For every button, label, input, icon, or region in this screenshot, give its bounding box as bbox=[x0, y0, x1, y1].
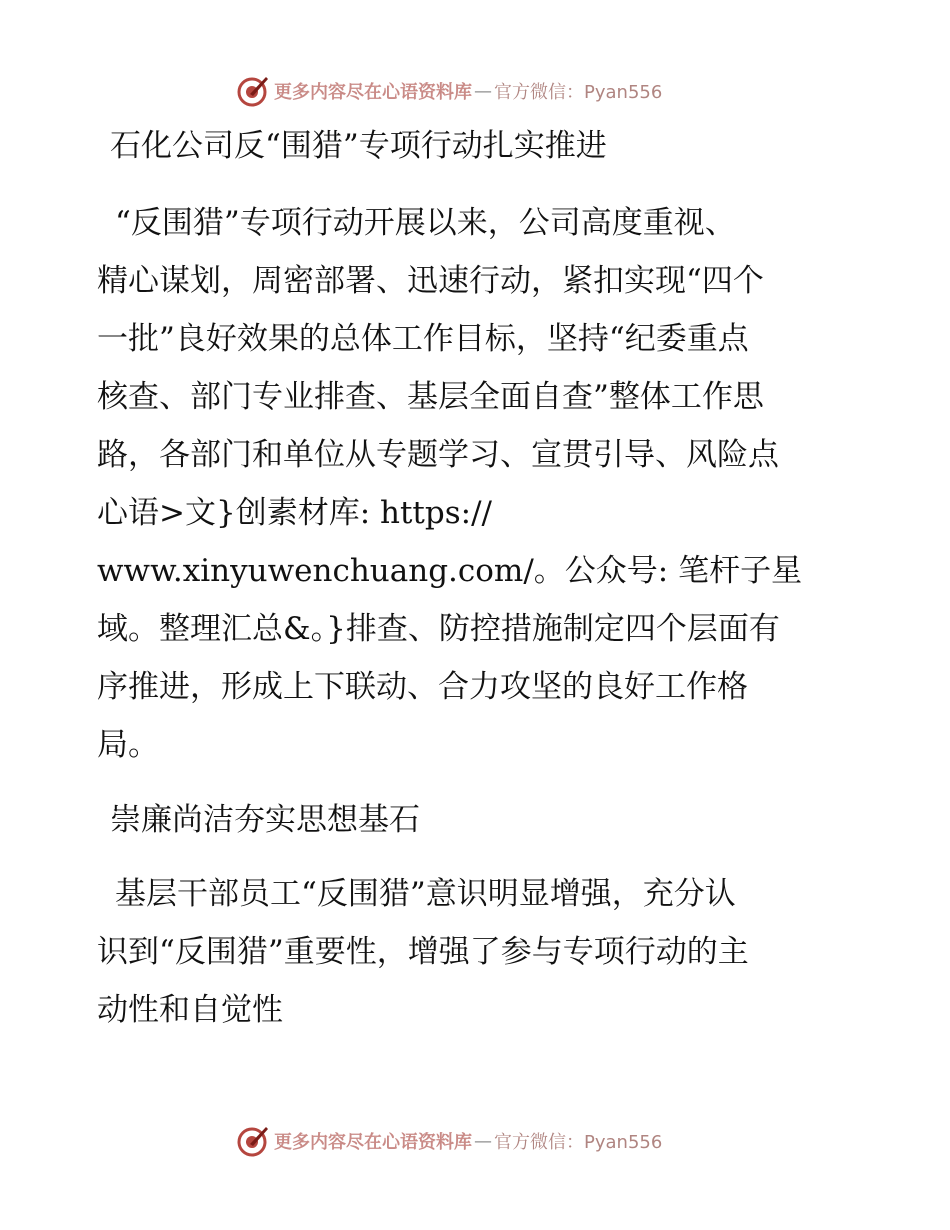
section-subheading: 崇廉尚洁夯实思想基石 bbox=[110, 802, 420, 838]
paragraph-line: 心语>文}创素材库: https:// bbox=[97, 495, 492, 531]
footer-watermark-banner bbox=[236, 1124, 716, 1158]
paragraph-line: 识到“反围猎”重要性，增强了参与专项行动的主 bbox=[97, 934, 749, 970]
header-watermark-banner bbox=[236, 74, 716, 108]
paragraph-line: 核查、部门专业排查、基层全面自查”整体工作思 bbox=[97, 379, 764, 415]
paragraph-line: 序推进，形成上下联动、合力攻坚的良好工作格 bbox=[97, 669, 748, 705]
banner-separator: — bbox=[474, 1130, 492, 1152]
paragraph-line: 动性和自觉性 bbox=[97, 992, 283, 1028]
paragraph-line: 域。整理汇总&。}排查、防控措施制定四个层面有 bbox=[97, 611, 780, 647]
document-title: 石化公司反“围猎”专项行动扎实推进 bbox=[110, 128, 607, 164]
paragraph-line: 一批”良好效果的总体工作目标，坚持“纪委重点 bbox=[97, 321, 749, 357]
paragraph-line: www.xinyuwenchuang.com/。公众号: 笔杆子星 bbox=[97, 553, 803, 589]
banner-separator: — bbox=[474, 80, 492, 102]
banner-wechat-text: 官方微信：Pyan556 bbox=[494, 1132, 663, 1153]
paragraph-line: 基层干部员工“反围猎”意识明显增强，充分认 bbox=[115, 876, 736, 912]
paragraph-line: “反围猎”专项行动开展以来，公司高度重视、 bbox=[115, 205, 736, 241]
banner-wechat-text: 官方微信：Pyan556 bbox=[494, 82, 663, 103]
paragraph-line: 路，各部门和单位从专题学习、宣贯引导、风险点 bbox=[97, 437, 779, 473]
banner-brand-text: 更多内容尽在心语资料库 bbox=[274, 82, 472, 103]
quill-logo-icon bbox=[236, 1124, 270, 1158]
paragraph-2 bbox=[97, 865, 857, 1039]
paragraph-line: 精心谋划，周密部署、迅速行动，紧扣实现“四个 bbox=[97, 263, 764, 299]
banner-brand-text: 更多内容尽在心语资料库 bbox=[274, 1132, 472, 1153]
quill-logo-icon bbox=[236, 74, 270, 108]
paragraph-line: 局。 bbox=[97, 727, 159, 763]
paragraph-1 bbox=[97, 194, 857, 774]
